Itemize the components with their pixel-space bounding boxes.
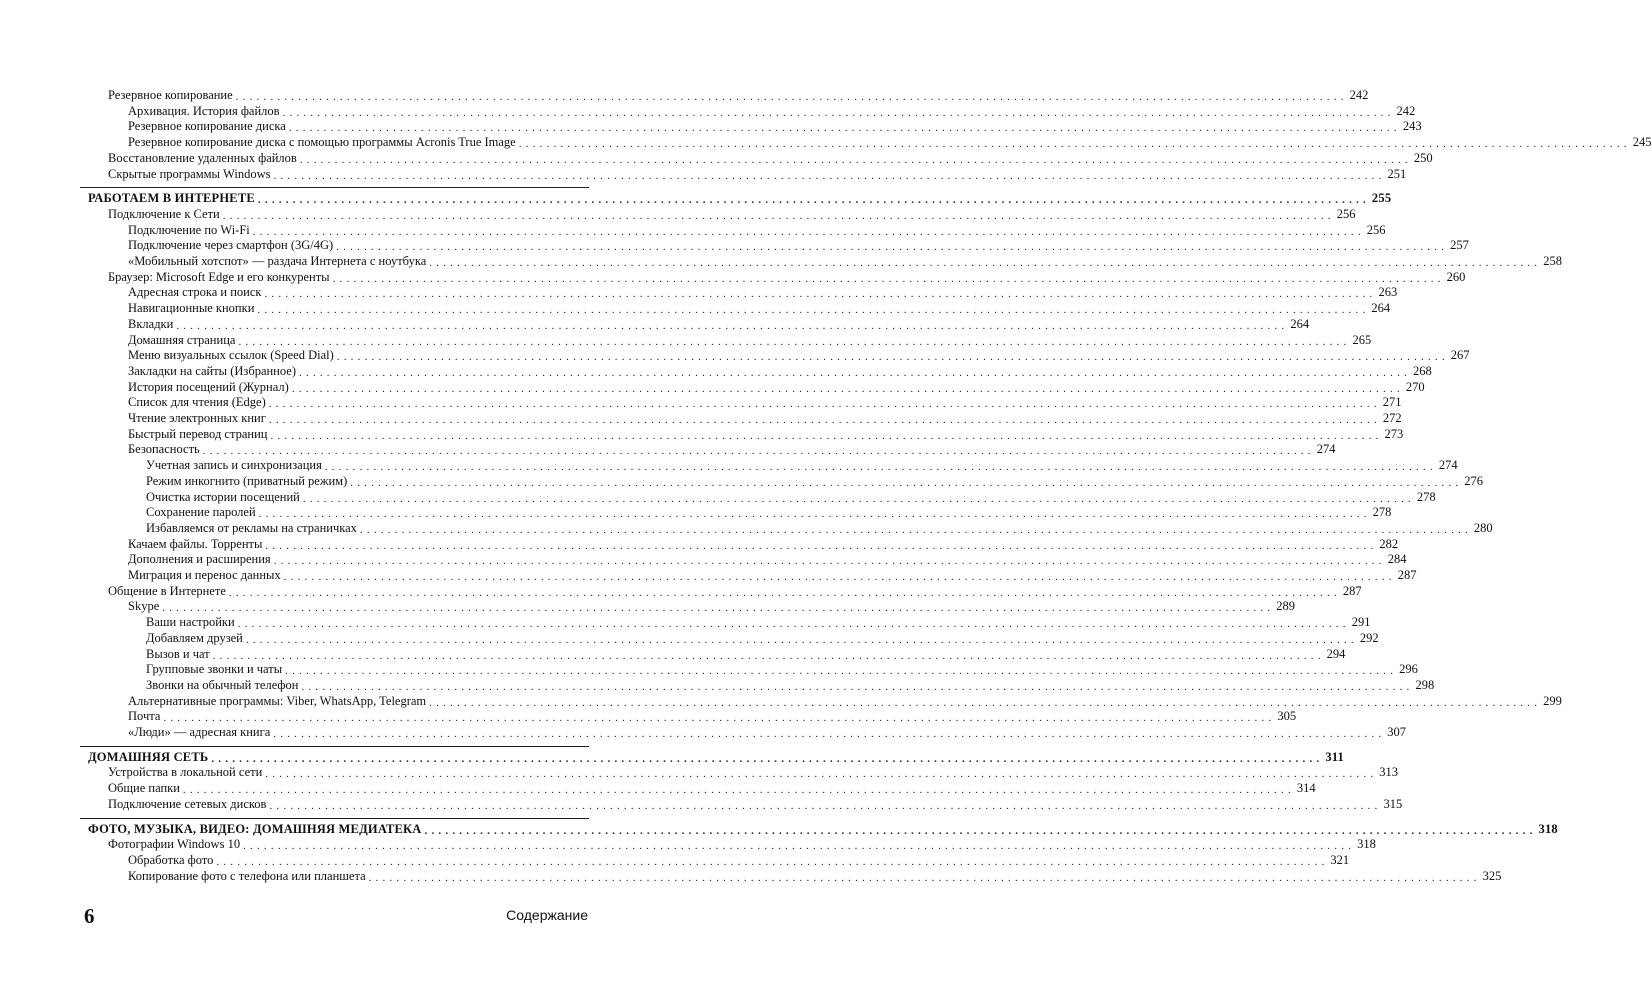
toc-entry-title: Альтернативные программы: Viber, WhatsApp, Telegram xyxy=(128,693,427,708)
toc-entry-page: 321 xyxy=(1330,852,1350,867)
toc-entry-page: 280 xyxy=(1473,520,1493,535)
toc-entry-page: 267 xyxy=(1450,348,1470,363)
dot-leader: ................................................................................................................................................................ xyxy=(202,445,1315,458)
toc-entry-title: РАБОТАЕМ В ИНТЕРНЕТЕ xyxy=(88,191,255,206)
dot-leader: ................................................................................................................................................................ xyxy=(332,272,1445,285)
dot-leader: ................................................................................................................................................................ xyxy=(269,799,1382,812)
dot-leader: ................................................................................................................................................................ xyxy=(350,476,1463,489)
dot-leader: ................................................................................................................................................................ xyxy=(273,728,1386,740)
dot-leader: ................................................................................................................................................................ xyxy=(268,414,1381,426)
toc-entry-title: Skype xyxy=(128,599,160,614)
toc-entry[interactable] xyxy=(128,536,1399,552)
dot-leader: ................................................................................................................................................................ xyxy=(163,712,1276,725)
toc-entry-page: 264 xyxy=(1371,301,1391,316)
toc-entry[interactable] xyxy=(146,458,1458,474)
toc-entry-title: Навигационные кнопки xyxy=(128,301,255,316)
toc-entry[interactable] xyxy=(146,505,1392,521)
toc-entry[interactable] xyxy=(146,630,1379,646)
toc-entry-page: 298 xyxy=(1415,677,1435,692)
section-divider xyxy=(80,746,589,747)
dot-leader: ................................................................................................................................................................ xyxy=(299,153,1412,166)
toc-entry-title: ФОТО, МУЗЫКА, ВИДЕО: ДОМАШНЯЯ МЕДИАТЕКА xyxy=(88,821,422,836)
toc-entry[interactable] xyxy=(128,411,1402,426)
toc-entry-title: Фотографии Windows 10 xyxy=(108,837,241,852)
toc-entry[interactable] xyxy=(128,103,1416,119)
toc-entry-page: 276 xyxy=(1464,473,1484,488)
toc-entry-title: «Мобильный хотспот» — раздача Интернета с ноутбука xyxy=(128,254,427,268)
dot-leader: ................................................................................................................................................................ xyxy=(243,840,1356,853)
toc-entry-title: Добавляем друзей xyxy=(146,630,243,645)
dot-leader: ................................................................................................................................................................ xyxy=(283,571,1396,583)
dot-leader: ................................................................................................................................................................ xyxy=(211,752,1324,765)
toc-entry-title: Чтение электронных книг xyxy=(128,411,266,425)
dot-leader: ................................................................................................................................................................ xyxy=(336,351,1449,364)
toc-entry-page: 313 xyxy=(1379,765,1399,780)
toc-entry[interactable] xyxy=(108,150,1433,166)
dot-leader: ................................................................................................................................................................ xyxy=(273,555,1386,568)
toc-entry[interactable] xyxy=(128,725,1407,740)
toc-entry-page: 251 xyxy=(1387,166,1407,181)
toc-entry[interactable] xyxy=(128,348,1470,364)
toc-entry-title: Звонки на обычный телефон xyxy=(146,677,299,692)
toc-entry-title: Быстрый перевод страниц xyxy=(128,426,268,441)
toc-entry-title: Очистка истории посещений xyxy=(146,489,300,504)
toc-entry-page: 265 xyxy=(1352,332,1372,347)
running-title: Содержание xyxy=(506,907,588,923)
toc-entry-page: 278 xyxy=(1372,505,1392,520)
toc-section-heading[interactable] xyxy=(88,749,1345,765)
toc-entry[interactable] xyxy=(128,395,1402,411)
dot-leader: ................................................................................................................................................................ xyxy=(252,225,1365,238)
toc-entry-title: Копирование фото с телефона или планшета xyxy=(128,868,366,883)
toc-entry[interactable] xyxy=(108,765,1399,781)
toc-entry[interactable] xyxy=(128,868,1502,884)
toc-entry-title: Безопасность xyxy=(128,442,200,457)
toc-entry-page: 296 xyxy=(1399,662,1418,677)
toc-entry-title: Общение в Интернете xyxy=(108,583,226,598)
dot-leader: ................................................................................................................................................................ xyxy=(238,335,1351,348)
toc-entry[interactable] xyxy=(108,781,1316,797)
dot-leader: ................................................................................................................................................................ xyxy=(285,665,1398,678)
dot-leader: ................................................................................................................................................................ xyxy=(228,586,1341,599)
dot-leader: ................................................................................................................................................................ xyxy=(324,461,1437,474)
toc-section-heading[interactable] xyxy=(88,821,1558,837)
toc-entry-title: Избавляемся от рекламы на страничках xyxy=(146,520,357,535)
toc-entry-title: Вкладки xyxy=(128,316,174,331)
dot-leader: ................................................................................................................................................................ xyxy=(264,288,1377,301)
toc-entry-title: ДОМАШНЯЯ СЕТЬ xyxy=(88,749,209,764)
toc-entry-title: Подключение через смартфон (3G/4G) xyxy=(128,238,334,253)
dot-leader: ................................................................................................................................................................ xyxy=(245,633,1358,646)
toc-entry[interactable] xyxy=(128,568,1417,583)
toc-entry[interactable] xyxy=(128,709,1297,725)
toc-entry-title: Сохранение паролей xyxy=(146,505,256,520)
toc-entry-page: 318 xyxy=(1357,837,1376,852)
dot-leader: ................................................................................................................................................................ xyxy=(212,649,1325,662)
toc-entry[interactable] xyxy=(108,583,1362,599)
dot-leader: ................................................................................................................................................................ xyxy=(302,492,1415,505)
toc-entry-page: 287 xyxy=(1342,583,1362,598)
toc-entry-title: Учетная запись и синхронизация xyxy=(146,458,322,473)
toc-entry-title: Обработка фото xyxy=(128,852,214,867)
toc-entry-page: 287 xyxy=(1397,568,1417,582)
dot-leader: ................................................................................................................................................................ xyxy=(336,241,1449,254)
toc-entry[interactable] xyxy=(146,473,1484,489)
toc-entry-page: 318 xyxy=(1538,821,1558,836)
toc-entry-page: 325 xyxy=(1482,868,1502,883)
toc-entry-page: 299 xyxy=(1543,693,1562,708)
toc-entry-page: 256 xyxy=(1366,222,1386,237)
toc-entry-page: 270 xyxy=(1405,379,1425,394)
dot-leader: ................................................................................................................................................................ xyxy=(265,768,1378,781)
toc-entry-title: Список для чтения (Edge) xyxy=(128,395,266,410)
toc-entry[interactable] xyxy=(128,222,1386,238)
toc-entry-page: 268 xyxy=(1412,363,1432,378)
toc-entry-title: Скрытые программы Windows xyxy=(108,166,271,181)
toc-entry[interactable] xyxy=(128,363,1432,379)
dot-leader: ................................................................................................................................................................ xyxy=(222,209,1335,222)
dot-leader: ................................................................................................................................................................ xyxy=(216,855,1329,868)
toc-entry[interactable] xyxy=(128,238,1469,254)
toc-entry-title: Групповые звонки и чаты xyxy=(146,662,283,677)
toc-entry-title: Домашняя страница xyxy=(128,332,236,347)
dot-leader: ................................................................................................................................................................ xyxy=(301,680,1414,693)
toc-entry-page: 274 xyxy=(1316,442,1336,457)
toc-entry-title: Подключение сетевых дисков xyxy=(108,796,267,811)
toc-entry-title: Адресная строка и поиск xyxy=(128,285,262,300)
toc-entry[interactable] xyxy=(128,852,1350,868)
toc-entry-title: История посещений (Журнал) xyxy=(128,379,289,394)
section-divider xyxy=(80,187,589,188)
toc-entry-title: Браузер: Microsoft Edge и его конкуренты xyxy=(108,269,330,284)
toc-entry[interactable] xyxy=(128,119,1422,135)
toc-entry-title: Почта xyxy=(128,709,161,724)
dot-leader: ................................................................................................................................................................ xyxy=(176,319,1289,332)
toc-entry[interactable] xyxy=(108,88,1369,103)
toc-entry[interactable] xyxy=(108,206,1356,222)
toc-entry[interactable] xyxy=(108,796,1403,812)
dot-leader: ................................................................................................................................................................ xyxy=(182,784,1295,797)
dot-leader: ................................................................................................................................................................ xyxy=(257,304,1370,317)
section-divider xyxy=(80,818,589,819)
toc-entry[interactable] xyxy=(146,520,1493,536)
toc-entry[interactable] xyxy=(128,285,1398,301)
toc-entry-page: 255 xyxy=(1371,191,1392,206)
toc-entry-title: Ваши настройки xyxy=(146,615,235,630)
toc-entry-page: 278 xyxy=(1416,489,1436,504)
toc-entry-title: Меню визуальных ссылок (Speed Dial) xyxy=(128,348,334,363)
toc-entry-title: Резервное копирование диска с помощью программы Acronis True Image xyxy=(128,135,516,150)
toc-entry[interactable] xyxy=(128,301,1391,317)
toc-entry-page: 245 xyxy=(1632,135,1651,150)
dot-leader: ................................................................................................................................................................ xyxy=(291,382,1404,395)
toc-entry-page: 305 xyxy=(1277,709,1297,724)
toc-entry-title: Режим инкогнито (приватный режим) xyxy=(146,473,348,488)
toc-entry[interactable] xyxy=(128,552,1407,568)
dot-leader: ................................................................................................................................................................ xyxy=(282,106,1395,119)
toc-entry-title: «Люди» — адресная книга xyxy=(128,725,271,739)
toc-entry-page: 256 xyxy=(1336,206,1356,221)
toc-entry[interactable] xyxy=(146,677,1435,693)
toc-entry-page: 284 xyxy=(1387,552,1407,567)
toc-entry-title: Подключение к Сети xyxy=(108,206,220,221)
dot-leader: ................................................................................................................................................................ xyxy=(162,602,1275,615)
dot-leader: ................................................................................................................................................................ xyxy=(270,429,1383,442)
toc-entry-page: 263 xyxy=(1378,285,1398,300)
toc-entry-page: 258 xyxy=(1543,254,1562,268)
dot-leader: ................................................................................................................................................................ xyxy=(273,169,1386,182)
toc-entry-title: Закладки на сайты (Избранное) xyxy=(128,363,296,378)
page-number: 6 xyxy=(84,904,95,928)
toc-entry[interactable] xyxy=(128,442,1336,458)
toc-entry-title: Качаем файлы. Торренты xyxy=(128,536,263,551)
toc-entry[interactable] xyxy=(128,599,1295,615)
toc-entry-page: 260 xyxy=(1446,269,1466,284)
toc-entry[interactable] xyxy=(108,269,1466,285)
toc-entry-title: Восстановление удаленных файлов xyxy=(108,150,297,165)
toc-entry-page: 307 xyxy=(1387,725,1407,739)
toc-entry-page: 282 xyxy=(1379,536,1399,551)
toc-entry-title: Архивация. История файлов xyxy=(128,103,280,118)
toc-entry-page: 242 xyxy=(1396,103,1416,118)
toc-entry-page: 311 xyxy=(1325,749,1345,764)
toc-entry[interactable] xyxy=(146,489,1436,505)
toc-entry-title: Дополнения и расширения xyxy=(128,552,271,567)
toc-entry-title: Резервное копирование xyxy=(108,88,233,102)
toc-entry-page: 274 xyxy=(1438,458,1458,473)
toc-entry-title: Резервное копирование диска xyxy=(128,119,286,134)
toc-entry-page: 294 xyxy=(1326,646,1346,661)
dot-leader: ................................................................................................................................................................ xyxy=(237,618,1350,631)
toc-entry[interactable] xyxy=(128,254,1562,269)
dot-leader: ................................................................................................................................................................ xyxy=(265,539,1378,552)
dot-leader: ................................................................................................................................................................ xyxy=(298,366,1411,379)
dot-leader: ................................................................................................................................................................ xyxy=(257,194,1370,207)
toc-entry-page: 315 xyxy=(1383,796,1403,811)
toc-entry[interactable] xyxy=(128,426,1404,442)
toc-entry-page: 264 xyxy=(1290,316,1310,331)
dot-leader: ................................................................................................................................................................ xyxy=(429,696,1542,709)
toc-entry-page: 243 xyxy=(1402,119,1422,134)
toc-entry[interactable] xyxy=(128,316,1310,332)
toc-entry-title: Миграция и перенос данных xyxy=(128,568,281,582)
toc-entry[interactable] xyxy=(108,166,1407,182)
toc-entry-page: 314 xyxy=(1296,781,1316,796)
toc-entry[interactable] xyxy=(146,662,1418,678)
dot-leader: ................................................................................................................................................................ xyxy=(268,398,1381,411)
toc-entry-page: 271 xyxy=(1382,395,1402,410)
toc-entry-page: 272 xyxy=(1382,411,1402,425)
toc-entry-page: 242 xyxy=(1349,88,1369,102)
dot-leader: ................................................................................................................................................................ xyxy=(235,91,1348,103)
toc-section-heading[interactable] xyxy=(88,191,1392,207)
dot-leader: ................................................................................................................................................................ xyxy=(424,824,1537,837)
toc-entry-title: Устройства в локальной сети xyxy=(108,765,263,780)
toc-entry-title: Подключение по Wi-Fi xyxy=(128,222,250,237)
toc-entry[interactable] xyxy=(128,379,1425,395)
dot-leader: ................................................................................................................................................................ xyxy=(258,508,1371,521)
toc-entry-page: 273 xyxy=(1384,426,1404,441)
toc-entry-title: Общие папки xyxy=(108,781,180,796)
toc-entry[interactable] xyxy=(128,135,1651,151)
dot-leader: ................................................................................................................................................................ xyxy=(288,122,1401,135)
toc-entry-page: 292 xyxy=(1359,630,1379,645)
toc-entry-page: 289 xyxy=(1276,599,1295,614)
dot-leader: ................................................................................................................................................................ xyxy=(518,138,1631,151)
toc-entry[interactable] xyxy=(108,837,1376,853)
toc-entry[interactable] xyxy=(146,615,1371,631)
toc-entry-page: 291 xyxy=(1351,615,1371,630)
toc-entry[interactable] xyxy=(128,332,1372,348)
toc-entry[interactable] xyxy=(146,646,1346,662)
toc-entry-page: 250 xyxy=(1413,150,1433,165)
toc-entry-page: 257 xyxy=(1450,238,1469,253)
dot-leader: ................................................................................................................................................................ xyxy=(368,871,1481,884)
dot-leader: ................................................................................................................................................................ xyxy=(359,523,1472,536)
toc-entry[interactable] xyxy=(128,693,1562,709)
dot-leader: ................................................................................................................................................................ xyxy=(429,257,1542,269)
toc-entry-title: Вызов и чат xyxy=(146,646,210,661)
